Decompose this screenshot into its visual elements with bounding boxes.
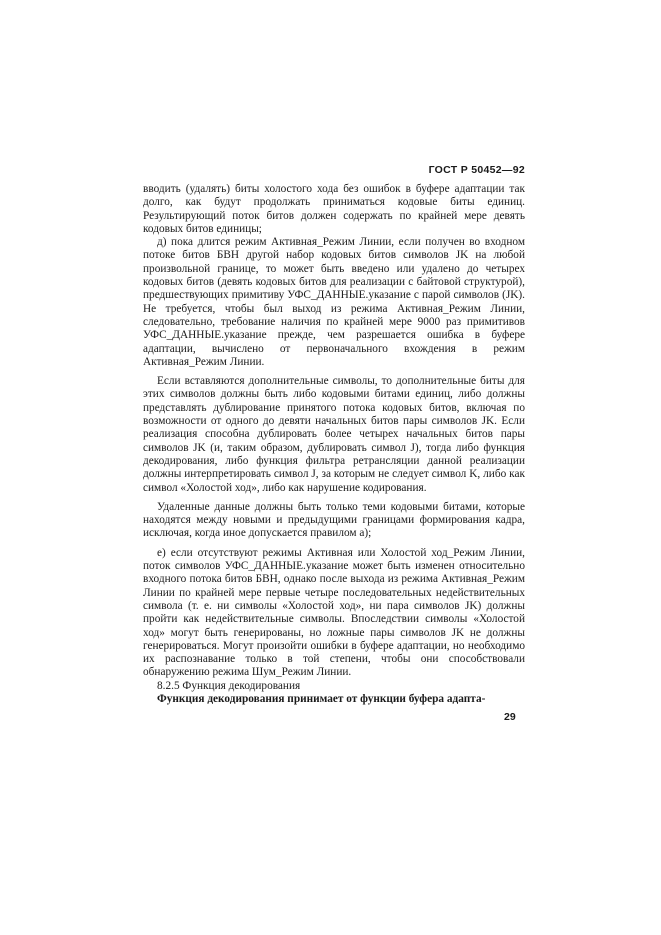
paragraph-extra-symbols: Если вставляются дополнительные символы, то дополнительные биты для этих символов должны быть либо кодовыми битами единиц, либо должны представлять дублирование принятого потока кодовых битов, включая по возможности от одного до девяти начальных битов пары символов JK. Если реализация способна дублировать более четырех начальных битов пары символов JK (и, таким образом, дублировать символ J), тогда либо функция декодирования, либо функция фильтра ретрансляции данной реализации должны интерпретировать символ J, за которым не следует символ K, либо как символ «Холостой ход», либо как нарушение кодирования. <box>143 375 525 494</box>
paragraph-item-e: е) если отсутствуют режимы Активная или Холостой ход_Режим Линии, поток символов УФС_ДАННЫЕ.указание может быть изменен относительно входного потока битов БВН, однако после выхода из режима Активная_Режим Линии по крайней мере первые четыре последовательных недействительных символа (т. е. ни символы «Холостой ход», ни пара символов JK) должны пройти как недействительные символы. Впоследствии символы «Холостой ход» могут быть генерированы, но ложные пары символов JK не должны генерироваться. Могут произойти ошибки в буфере адаптации, но необходимо их распознавание только в той степени, чтобы они способствовали обнаружению режима Шум_Режим Линии. <box>143 546 525 679</box>
section-heading-8-2-5: 8.2.5 Функция декодирования <box>157 679 301 692</box>
body-text <box>143 183 525 706</box>
paragraph-item-d: д) пока длится режим Активная_Режим Линии, если получен во входном потоке битов БВН другой набор кодовых битов символов JK на любой произвольной границе, то может быть введено или удалено до четырех кодовых битов (девять кодовых битов для реализации с байтовой структурой), предшествующих примитиву УФС_ДАННЫЕ.указание с парой символов (JK). Не требуется, чтобы был выход из режима Активная_Режим Линии, следовательно, требование наличия по крайней мере 9000 раз примитивов УФС_ДАННЫЕ.указание прежде, чем разрешается ошибка в буфере адаптации, вычислено от первоначального вхождения в режим Активная_Режим Линии. <box>143 236 525 368</box>
page-number: 29 <box>504 711 516 723</box>
standard-header: ГОСТ Р 50452—92 <box>428 164 525 176</box>
paragraph-continuation: вводить (удалять) биты холостого хода без ошибок в буфере адаптации так долго, как будут продолжать приниматься кодовые биты единиц. Результирующий поток битов должен содержать по крайней мере девять кодовых битов единицы; <box>143 183 525 235</box>
paragraph-decoding-function: Функция декодирования принимает от функции буфера адапта- <box>157 692 486 705</box>
paragraph-removed-data: Удаленные данные должны быть только теми кодовыми битами, которые находятся между новыми и предыдущими границами формирования кадра, исключая, когда иное допускается правилом а); <box>143 500 525 540</box>
